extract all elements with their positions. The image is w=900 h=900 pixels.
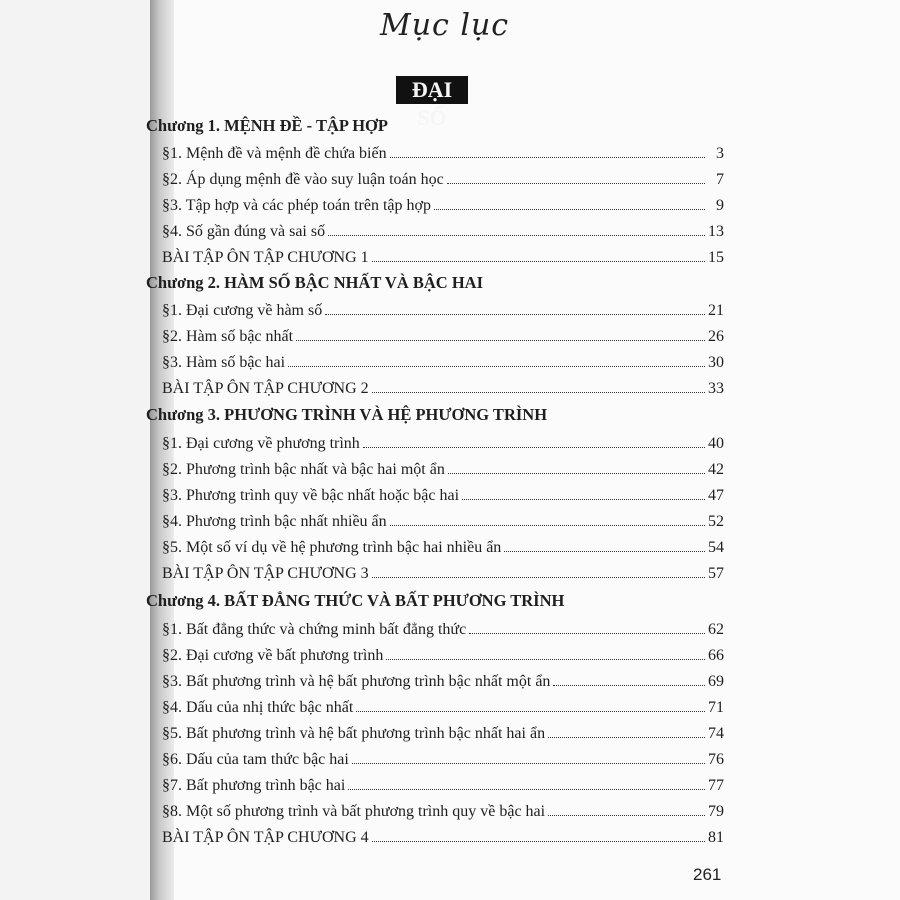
entry-label: BÀI TẬP ÔN TẬP CHƯƠNG 1 [162,249,369,266]
entry-label: BÀI TẬP ÔN TẬP CHƯƠNG 3 [162,565,369,582]
dot-leader [372,841,705,842]
dot-leader [288,366,705,367]
entry-label: §3. Hàm số bậc hai [162,354,286,371]
chapter-3-title: Chương 3. PHƯƠNG TRÌNH VÀ HỆ PHƯƠNG TRÌNH [146,405,548,424]
toc-entry [162,799,724,821]
dot-leader [390,525,705,526]
entry-label: §1. Đại cương về hàm số [162,302,323,319]
toc-entry [162,141,724,163]
entry-label: §5. Bất phương trình và hệ bất phương trình bậc nhất hai ẩn [162,725,546,742]
entry-page: 77 [708,777,724,794]
dot-leader [386,659,705,660]
entry-page: 76 [708,751,724,768]
entry-label: §3. Tập hợp và các phép toán trên tập hợp [162,197,431,214]
entry-page: 81 [708,829,724,846]
entry-label: §2. Đại cương về bất phương trình [162,647,384,664]
toc-entry [162,350,724,372]
dot-leader [462,499,705,500]
entry-label: §4. Phương trình bậc nhất nhiều ẩn [162,513,387,530]
dot-leader [434,209,705,210]
entry-page: 71 [708,699,724,716]
entry-label: §7. Bất phương trình bậc hai [162,777,346,794]
entry-label: §3. Bất phương trình và hệ bất phương trình bậc nhất một ẩn [162,673,551,690]
page-number: 261 [693,865,722,884]
dot-leader [447,183,705,184]
dot-leader [390,157,705,158]
toc-entry [162,617,724,639]
toc-entry [162,167,724,189]
toc-entry [162,695,724,717]
entry-page: 79 [708,803,724,820]
entry-page: 54 [708,539,724,556]
toc-entry [162,509,724,531]
toc-entry [162,643,724,665]
chapter-1-title: Chương 1. MỆNH ĐỀ - TẬP HỢP [146,116,388,135]
entry-page: 69 [708,673,724,690]
entry-page: 9 [716,197,724,214]
toc-entry [162,535,724,557]
entry-page: 57 [708,565,724,582]
dot-leader [553,685,705,686]
entry-page: 26 [708,328,724,345]
entry-label: §1. Đại cương về phương trình [162,435,360,452]
entry-page: 13 [708,223,724,240]
entry-label: §3. Phương trình quy về bậc nhất hoặc bậc hai [162,487,460,504]
dot-leader [348,789,705,790]
entry-page: 40 [708,435,724,452]
entry-label: §4. Số gần đúng và sai số [162,223,326,240]
dot-leader [548,815,705,816]
entry-page: 52 [708,513,724,530]
entry-page: 66 [708,647,724,664]
dot-leader [352,763,705,764]
dot-leader [372,261,705,262]
entry-label: §1. Bất đẳng thức và chứng minh bất đẳng thức [162,621,467,638]
toc-entry [162,825,724,847]
toc-title: Mục lục [380,8,510,43]
dot-leader [372,577,705,578]
entry-label: §2. Phương trình bậc nhất và bậc hai một ẩn [162,461,445,478]
toc-entry [162,193,724,215]
entry-page: 15 [708,249,724,266]
section-heading: ĐẠI SỐ [396,76,468,104]
entry-label: §2. Hàm số bậc nhất [162,328,294,345]
dot-leader [328,235,705,236]
dot-leader [548,737,705,738]
toc-entry [162,219,724,241]
dot-leader [469,633,705,634]
toc-entry [162,483,724,505]
dot-leader [356,711,705,712]
entry-page: 30 [708,354,724,371]
chapter-2-title: Chương 2. HÀM SỐ BẬC NHẤT VÀ BẬC HAI [146,273,484,292]
dot-leader [372,392,705,393]
entry-label: §5. Một số ví dụ về hệ phương trình bậc hai nhiều ẩn [162,539,502,556]
dot-leader [448,473,705,474]
dot-leader [296,340,705,341]
entry-label: §8. Một số phương trình và bất phương trình quy về bậc hai [162,803,546,820]
toc-entry [162,747,724,769]
toc-entry [162,561,724,583]
toc-entry [162,324,724,346]
dot-leader [504,551,705,552]
toc-entry [162,431,724,453]
toc-entry [162,298,724,320]
toc-entry [162,669,724,691]
entry-page: 7 [716,171,724,188]
entry-page: 33 [708,380,724,397]
toc-entry [162,721,724,743]
entry-label: BÀI TẬP ÔN TẬP CHƯƠNG 2 [162,380,369,397]
toc-entry [162,773,724,795]
entry-page: 3 [716,145,724,162]
entry-label: §1. Mệnh đề và mệnh đề chứa biến [162,145,387,162]
chapter-4-title: Chương 4. BẤT ĐẲNG THỨC VÀ BẤT PHƯƠNG TRÌNH [146,591,565,610]
entry-label: §2. Áp dụng mệnh đề vào suy luận toán học [162,171,444,188]
toc-entry [162,376,724,398]
entry-label: BÀI TẬP ÔN TẬP CHƯƠNG 4 [162,829,369,846]
entry-page: 21 [708,302,724,319]
entry-label: §4. Dấu của nhị thức bậc nhất [162,699,354,716]
entry-page: 47 [708,487,724,504]
dot-leader [325,314,705,315]
dot-leader [363,447,705,448]
entry-page: 42 [708,461,724,478]
toc-entry [162,245,724,267]
toc-entry [162,457,724,479]
entry-page: 62 [708,621,724,638]
entry-label: §6. Dấu của tam thức bậc hai [162,751,349,768]
entry-page: 74 [708,725,724,742]
